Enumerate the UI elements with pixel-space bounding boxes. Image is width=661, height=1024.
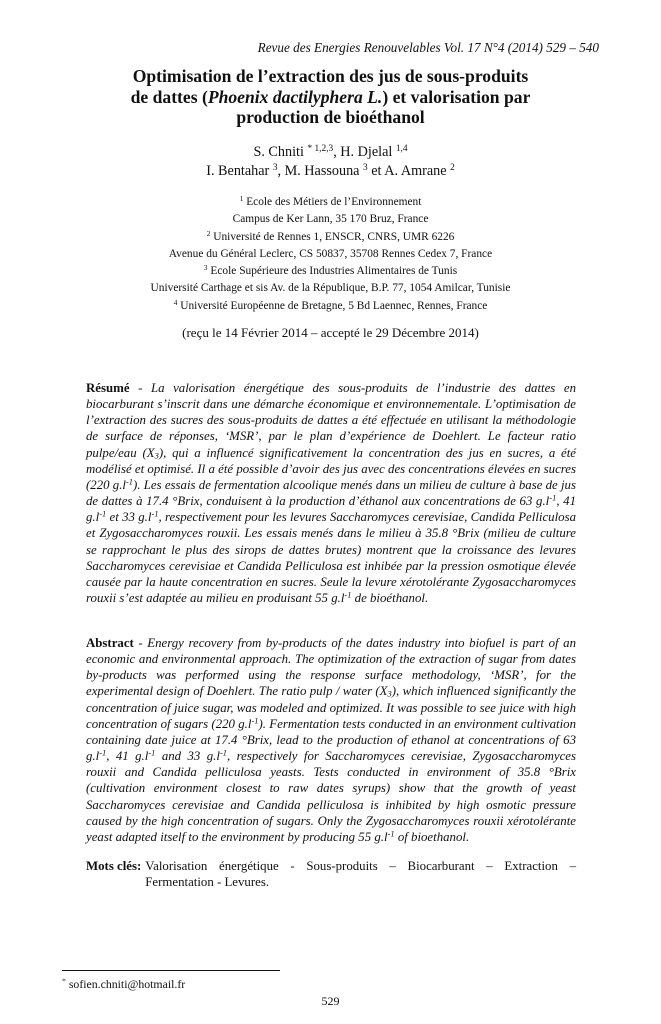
text-run: and 33 g.l (155, 749, 220, 764)
affil-line: Ecole Supérieure des Industries Alimentaires de Tunis (210, 265, 458, 278)
affil-line: Campus de Ker Lann, 35 170 Bruz, France (232, 213, 429, 226)
footnote-divider (62, 970, 280, 971)
footnote-email: sofien.chniti@hotmail.fr (65, 977, 186, 991)
author-affil-mark: 3 (363, 162, 368, 173)
text-run: et 33 g.l (106, 510, 152, 525)
superscript: -1 (99, 747, 107, 758)
paper-title (60, 66, 601, 128)
title-line-3: production de bioéthanol (236, 107, 425, 127)
resume-text (86, 381, 576, 605)
superscript: -1 (549, 492, 557, 503)
author-name: I. Bentahar (206, 163, 270, 179)
text-run: La valorisation énergétique des sous-produits de l’industrie des dattes en biocarburant s’inscrit dans une démarche économique et environnementale. L’optimisation de l’extraction des sucres des sous-produits de dattes a été effectuée en utilisant la méthodologie de surface de réponses, ‘MSR’, par le plan d’expérience de Doehlert. Le facteur ratio pulpe/eau (X (86, 381, 576, 460)
superscript: -1 (344, 589, 352, 600)
label-separator: - (133, 636, 148, 650)
affil-number: 1 (239, 193, 244, 203)
journal-header: Revue des Energies Renouvelables Vol. 17 N°4 (2014) 529 – 540 (257, 40, 599, 55)
superscript: -1 (125, 476, 134, 487)
title-line-1: Optimisation de l’extraction des jus de sous-produits (132, 66, 529, 86)
text-run: , respectively for Saccharomyces cerevisiae, Zygosaccharomyces rouxii and Candida pelliculosa yeasts. Tests conducted in environment of 35.8 °Brix (cultivation environment closest to raw dates syrups) show that the growth of yeast Saccharomyces cerevisiae and Candida pelliculosa is inhibited by high osmotic pressure caused by the high concentration of sugars. Only the Zygosaccharomyces rouxii xérotolérante yeast adapted itself to the environment by producing 55 g.l (86, 749, 576, 844)
page-number: 529 (321, 994, 340, 1008)
author-name: S. Chniti (253, 144, 304, 160)
resume-label: Résumé (86, 381, 130, 395)
author-name: H. Djelal (340, 144, 393, 160)
subscript: 3 (387, 689, 392, 700)
author-list (60, 143, 601, 181)
superscript: -1 (99, 508, 107, 519)
footnote (62, 977, 185, 992)
text-run: ), which influenced significantly the concentration of juice sugar, was modeled and optimized. It was possible to see juice with high concentration of sugars (220 g.l (86, 684, 576, 731)
text-run: Energy recovery from by-products of the dates industry into biofuel is part of an economic and environmental approach. The optimization of the extraction of sugar from dates by-products was performed using the response surface methodology, ‘MSR’, for the experimental design of Doehlert. The ratio pulp / water (X (86, 636, 576, 699)
author-affil-mark: * 1,2,3 (307, 143, 334, 154)
keywords-label: Mots clés (86, 859, 137, 873)
affil-number: 3 (203, 263, 208, 273)
author-affil-mark: 2 (450, 162, 455, 173)
superscript: -1 (148, 747, 156, 758)
affil-line: Université de Rennes 1, ENSCR, CNRS, UMR 6226 (213, 230, 455, 243)
keywords (86, 858, 576, 890)
superscript: -1 (251, 715, 259, 726)
text-run: , 41 g.l (106, 749, 149, 764)
affil-line: Université Européenne de Bretagne, 5 Bd Laennec, Rennes, France (180, 299, 488, 312)
abstract-text (86, 636, 576, 844)
superscript: -1 (219, 747, 228, 758)
abstract-label: Abstract (86, 636, 134, 650)
author-separator: , (277, 163, 285, 179)
received-accepted-dates: (reçu le 14 Février 2014 – accepté le 29 Décembre 2014) (182, 325, 479, 340)
abstract-paragraph (86, 635, 576, 845)
text-run: ). Les essais de fermentation alcoolique menés dans un milieu de culture à base de jus de dattes à 17.4 °Brix, conduisent à la production d’éthanol aux concentrations de 63 g.l (86, 477, 576, 509)
affil-number: 4 (173, 297, 178, 307)
text-run: de bioéthanol. (351, 591, 429, 606)
author-separator: , (333, 144, 341, 160)
author-affil-mark: 1,4 (395, 143, 408, 154)
label-separator: - (129, 381, 151, 395)
affil-line: Ecole des Métiers de l’Environnement (246, 196, 422, 208)
resume-paragraph (86, 380, 576, 606)
subscript: 3 (154, 450, 159, 461)
author-name: A. Amrane (384, 163, 447, 179)
author-separator: et (367, 163, 385, 179)
affil-number: 2 (206, 228, 211, 238)
keywords-colon: : (137, 859, 142, 873)
author-affil-mark: 3 (272, 162, 278, 173)
footnote-mark: * (62, 976, 66, 986)
text-run: ), qui a influencé significativement la concentration des jus en sucres, a été modélisé et optimisé. Il a été possible d’avoir des jus avec des concentrations élevées en sucres (220 g.l (86, 445, 577, 492)
text-run: , respectivement pour les levures Saccharomyces cerevisiae, Candida Pelliculosa et Zygosaccharomyces rouxii. Les essais menés dans le milieu à 35.8 °Brix (milieu de culture se rapprochant le plus des sirops de dattes brutes) montrent que la croissance des levures Saccharomyces cerevisiae et Candida Pelliculosa est inhibée par la pression osmotique élevée causée par la haute concentration en sucres. Seule la levure xérotolérante Zygosaccharomyces rouxii s’est adaptée au milieu en produisant 55 g.l (86, 510, 576, 606)
superscript: -1 (151, 508, 159, 519)
title-line-2a: de dattes ( (130, 86, 208, 107)
author-name: M. Hassouna (284, 163, 360, 179)
text-run: ). Fermentation tests conducted in an environment cultivation containing date juice at 17.4 °Brix, lead to the production of ethanol at concentrations of 63 g.l (86, 716, 576, 764)
title-line-2b: ) et valorisation par (382, 86, 531, 107)
affil-line: Université Carthage et sis Av. de la République, B.P. 77, 1054 Amilcar, Tunisie (150, 282, 511, 295)
text-run: of bioethanol. (394, 829, 470, 844)
affil-line: Avenue du Général Leclerc, CS 50837, 35708 Rennes Cedex 7, France (168, 247, 493, 260)
text-run: , 41 g.l (86, 494, 576, 525)
superscript: -1 (387, 828, 395, 839)
keywords-text: Valorisation énergétique - Sous-produits – Biocarburant – Extraction – Fermentation - Levures. (145, 859, 576, 890)
affiliations (40, 194, 621, 315)
title-species: Phoenix dactilyphera L. (207, 86, 383, 107)
